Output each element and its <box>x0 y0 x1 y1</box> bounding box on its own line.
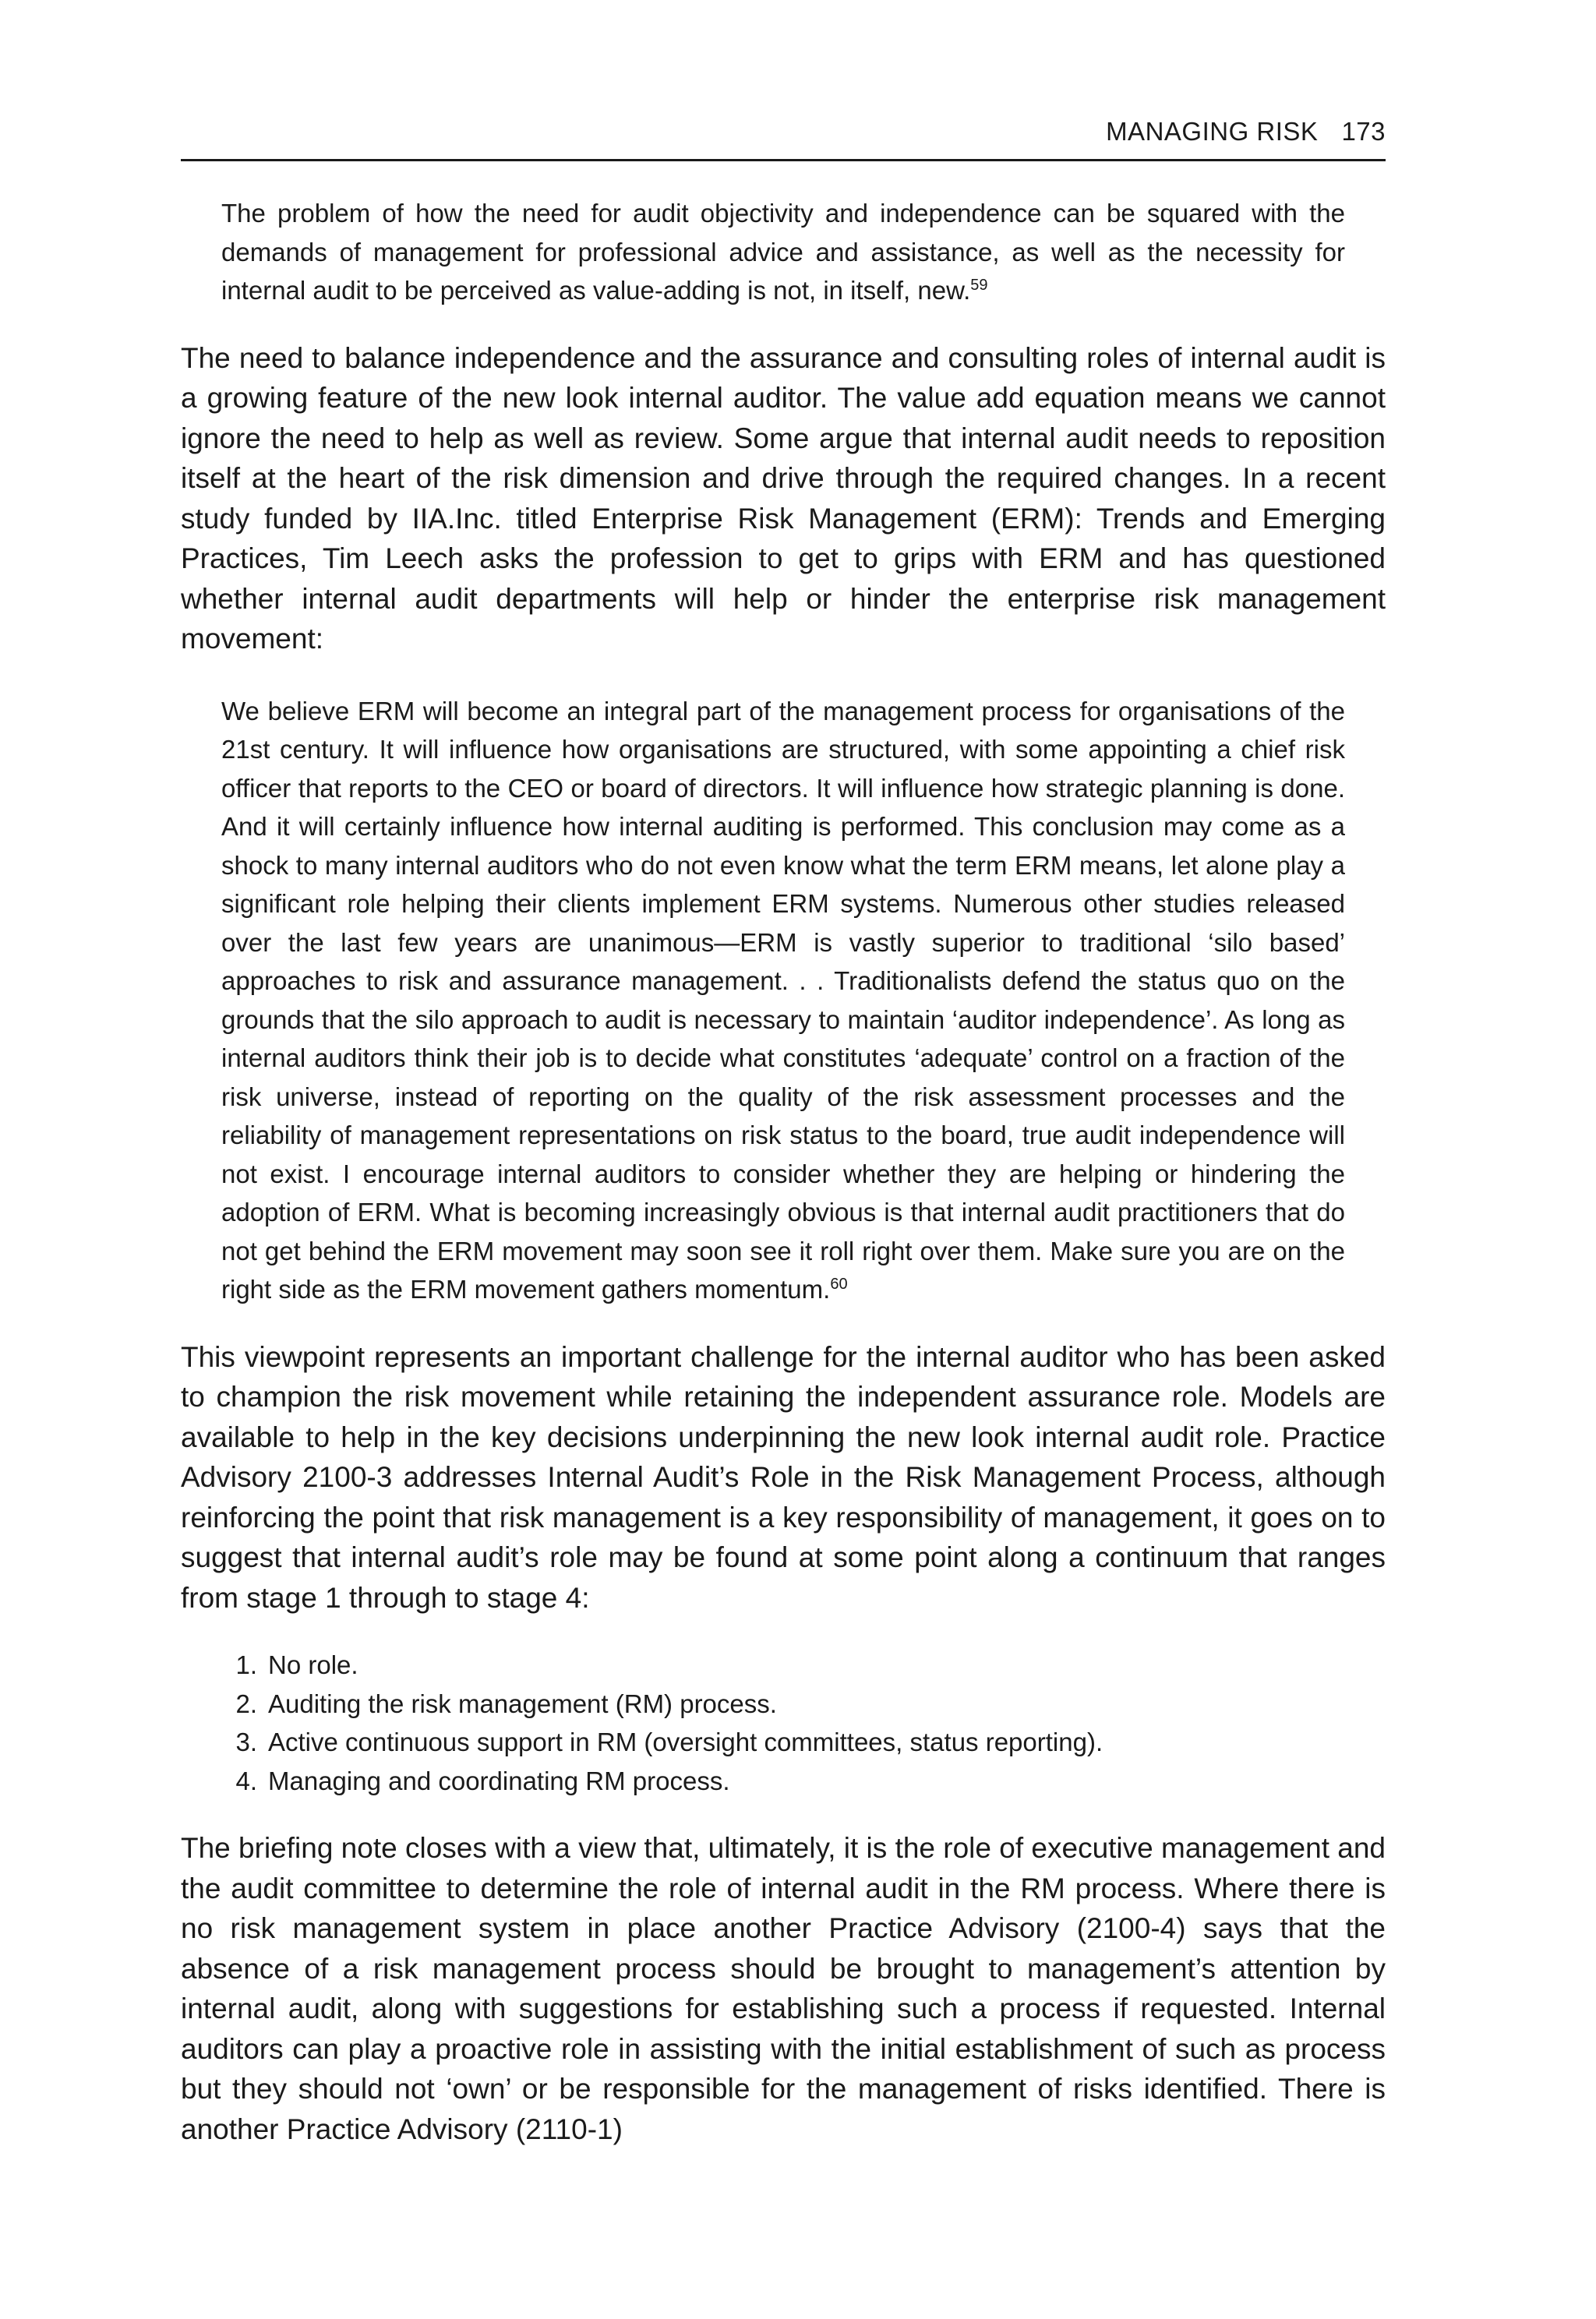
list-item-number: 4. <box>235 1766 257 1795</box>
block-quote-1-text <box>221 194 1345 310</box>
block-quote-1 <box>221 194 1345 310</box>
book-page <box>181 117 1386 2149</box>
block-quote-2 <box>221 692 1345 1309</box>
body-paragraph-3: The briefing note closes with a view that, ultimately, it is the role of executive management and the audit committee to determine the role of internal audit in the RM process. Where there is no risk management system in place another Practice Advisory (2100-4) says that the absence of a risk management process should be brought to management’s attention by internal audit, along with suggestions for establishing such a process if requested. Internal auditors can play a proactive role in assisting with the initial establishment of such as process but they should not ‘own’ or be responsible for the management of risks identified. There is another Practice Advisory (2110-1) <box>181 1832 1386 2145</box>
list-item <box>221 1762 1386 1801</box>
list-item-number: 2. <box>235 1689 257 1718</box>
body-paragraph-2: This viewpoint represents an important challenge for the internal auditor who has been asked to champion the risk movement while retaining the independent assurance role. Models are available to help in the key decisions underpinning the new look internal audit role. Practice Advisory 2100-3 addresses Internal Audit’s Role in the Risk Management Process, although reinforcing the point that risk management is a key responsibility of management, it goes on to suggest that internal audit’s role may be found at some point along a continuum that ranges from stage 1 through to stage 4: <box>181 1340 1386 1614</box>
footnote-ref-60: 60 <box>830 1276 848 1293</box>
list-item <box>221 1723 1386 1762</box>
stage-list <box>221 1646 1386 1800</box>
list-item-number: 1. <box>235 1650 257 1679</box>
page-number: 173 <box>1341 117 1386 146</box>
footnote-ref-59: 59 <box>970 277 988 294</box>
list-item-number: 3. <box>235 1728 257 1756</box>
list-item-text: No role. <box>268 1650 358 1679</box>
running-title: MANAGING RISK <box>1106 117 1319 146</box>
block-quote-2-text <box>221 692 1345 1309</box>
list-item-text: Managing and coordinating RM process. <box>268 1766 730 1795</box>
running-head <box>181 117 1386 161</box>
list-item <box>221 1685 1386 1724</box>
body-paragraph-1: The need to balance independence and the assurance and consulting roles of internal audit is a growing feature of the new look internal auditor. The value add equation means we cannot ignore the need to help as well as review. Some argue that internal audit needs to reposition itself at the heart of the risk dimension and drive through the required changes. In a recent study funded by IIA.Inc. titled Enterprise Risk Management (ERM): Trends and Emerging Practices, Tim Leech asks the profession to get to grips with ERM and has questioned whether internal audit departments will help or hinder the enterprise risk management movement: <box>181 341 1386 655</box>
block-quote-1-body: The problem of how the need for audit objectivity and independence can be squared with the demands of management for professional advice and assistance, as well as the necessity for internal audit to be perceived as value-adding is not, in itself, new. <box>221 199 1345 305</box>
list-item-text: Auditing the risk management (RM) process. <box>268 1689 777 1718</box>
list-item-text: Active continuous support in RM (oversight committees, status reporting). <box>268 1728 1103 1756</box>
block-quote-2-body: We believe ERM will become an integral part of the management process for organisations of the 21st century. It will influence how organisations are structured, with some appointing a chief risk officer that reports to the CEO or board of directors. It will influence how strategic planning is done. And it will certainly influence how internal auditing is performed. This conclusion may come as a shock to many internal auditors who do not even know what the term ERM means, let alone play a significant role helping their clients implement ERM systems. Numerous other studies released over the last few years are unanimous—ERM is vastly superior to traditional ‘silo based’ approaches to risk and assurance management. . . Traditionalists defend the status quo on the grounds that the silo approach to audit is necessary to maintain ‘auditor independence’. As long as internal auditors think their job is to decide what constitutes ‘adequate’ control on a fraction of the risk universe, instead of reporting on the quality of the risk assessment processes and the reliability of management representations on risk status to the board, true audit independence will not exist. I encourage internal auditors to consider whether they are helping or hindering the adoption of ERM. What is becoming increasingly obvious is that internal audit practitioners that do not get behind the ERM movement may soon see it roll right over them. Make sure you are on the right side as the ERM movement gathers momentum. <box>221 696 1345 1304</box>
list-item <box>221 1646 1386 1685</box>
